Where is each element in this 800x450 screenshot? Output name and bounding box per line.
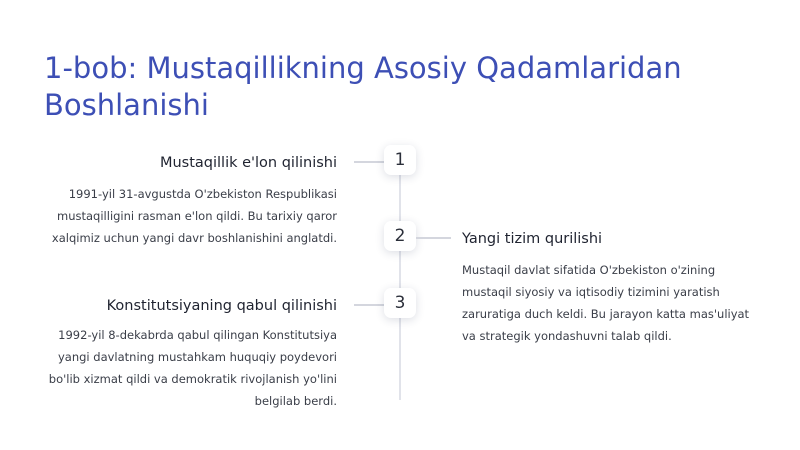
timeline-node-2: 2 <box>384 221 416 251</box>
timeline-heading-2: Yangi tizim qurilishi <box>462 231 603 247</box>
timeline-text-1: 1991-yil 31-avgustda O'zbekiston Respublikasi mustaqilligini rasman e'lon qildi. Bu tarixiy qaror xalqimiz uchun yangi davr boshlanishini anglatdi. <box>51 187 337 245</box>
timeline-heading-1: Mustaqillik e'lon qilinishi <box>159 155 337 171</box>
timeline-text-3: 1992-yil 8-dekabrda qabul qilingan Konstitutsiya yangi davlatning mustahkam huquqiy poydevori bo'lib xizmat qildi va demokratik rivojlanish yo'lini belgilab berdi. <box>48 328 337 408</box>
connector-1 <box>354 161 384 163</box>
page-title: 1-bob: Mustaqillikning Asosiy Qadamlaridan Boshlanishi <box>44 51 682 122</box>
timeline-node-3: 3 <box>384 288 416 318</box>
connector-2 <box>416 237 451 239</box>
timeline-heading-3: Konstitutsiyaning qabul qilinishi <box>106 298 337 314</box>
timeline-node-1: 1 <box>384 145 416 175</box>
timeline-line <box>399 170 401 400</box>
timeline-text-2: Mustaqil davlat sifatida O'zbekiston o'zining mustaqil siyosiy va iqtisodiy tizimini yaratish zaruratiga duch keldi. Bu jarayon katta mas'uliyat va strategik yondashuvni talab qildi. <box>462 263 750 343</box>
connector-3 <box>354 304 384 306</box>
